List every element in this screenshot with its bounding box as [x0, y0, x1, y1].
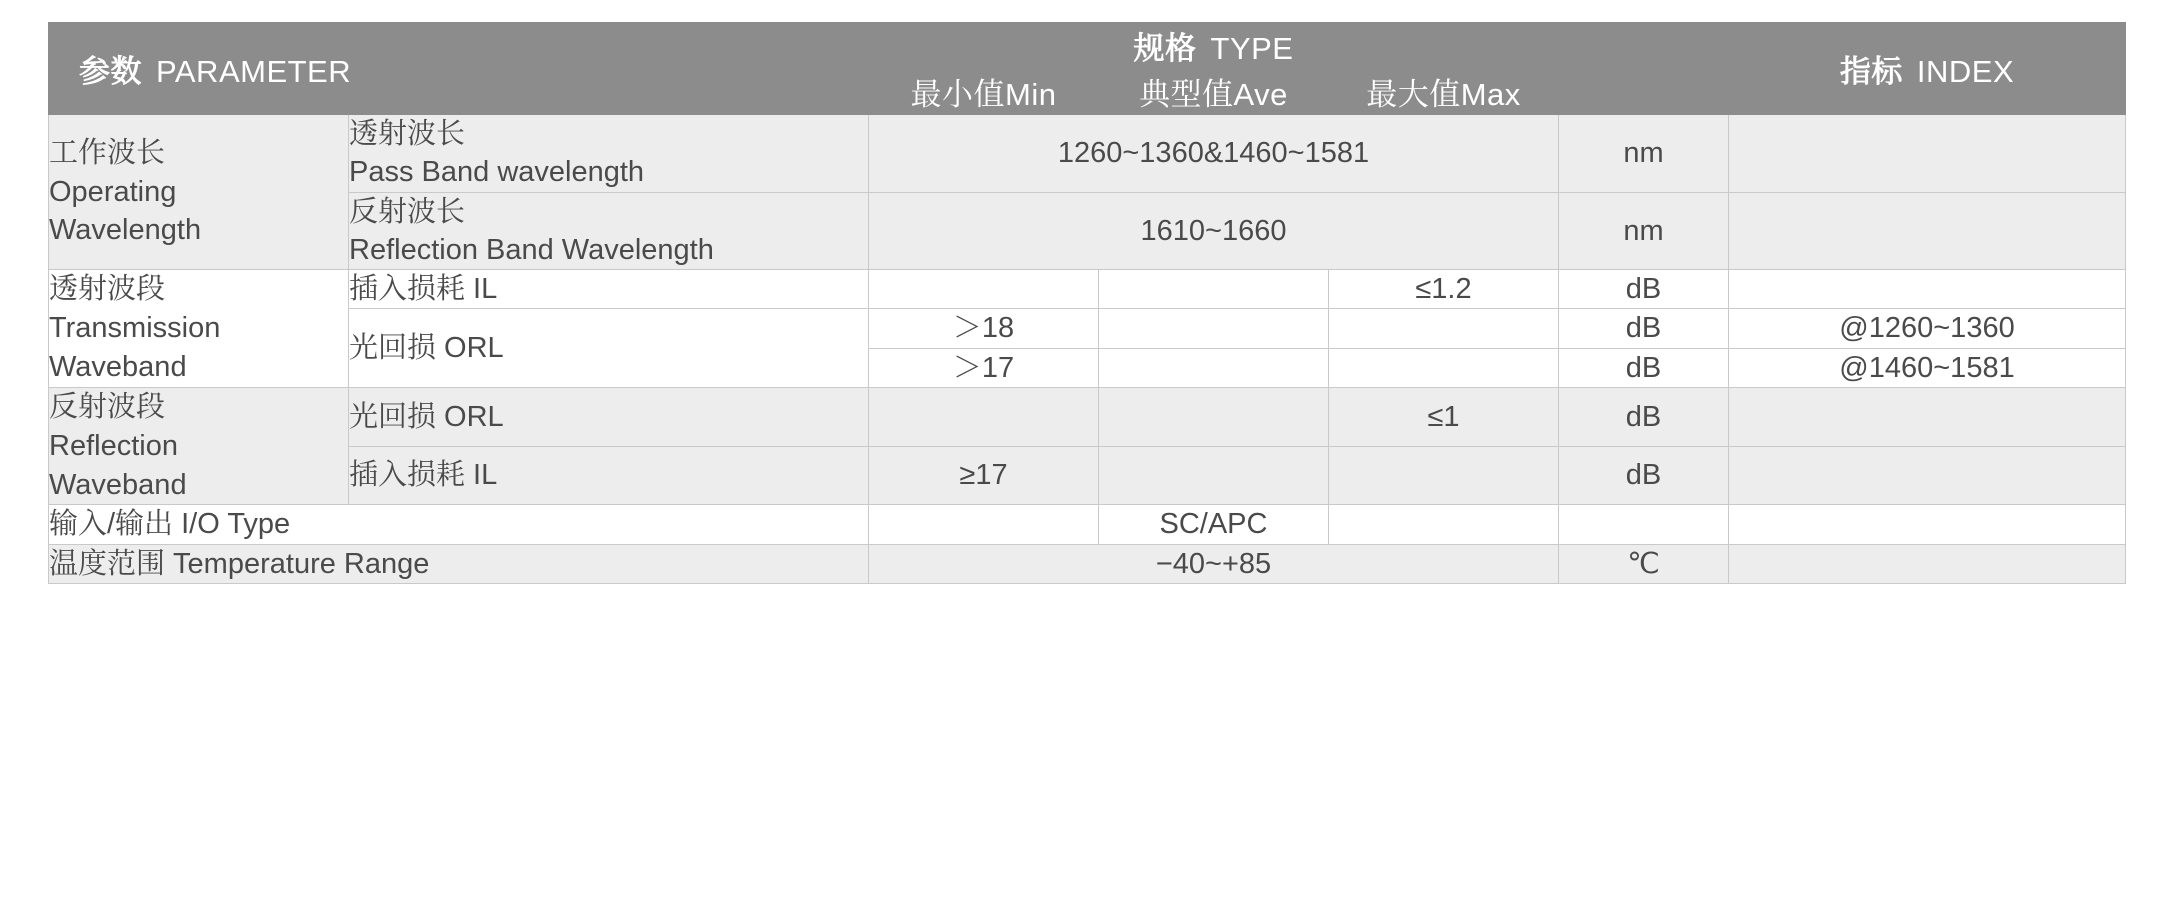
value-ave	[1099, 309, 1329, 348]
value-temperature-range: −40~+85	[869, 544, 1559, 583]
value-max	[1329, 505, 1559, 544]
index	[1729, 505, 2126, 544]
sub-parameter-insertion-loss: 插入损耗 IL	[349, 270, 869, 309]
parameter-io-type: 输入/输出 I/O Type	[49, 505, 869, 544]
group-label-en-1: Reflection	[49, 429, 178, 462]
header-type-en: TYPE	[1210, 31, 1294, 66]
table-row	[49, 115, 2126, 193]
value-max: ≤1.2	[1329, 270, 1559, 309]
header-index-en: INDEX	[1916, 54, 2015, 89]
header-index	[1729, 23, 2126, 115]
value-min: ＞18	[869, 309, 1099, 348]
value-ave: SC/APC	[1099, 505, 1329, 544]
value-ave	[1099, 387, 1329, 446]
unit-pass-band: nm	[1559, 115, 1729, 193]
value-min: ≥17	[869, 446, 1099, 505]
value-pass-band-wavelength: 1260~1360&1460~1581	[869, 115, 1559, 193]
group-label-en-2: Waveband	[49, 350, 187, 383]
sub-parameter-optical-return-loss: 光回损 ORL	[349, 309, 869, 388]
table-row	[49, 309, 2126, 348]
group-label-cn: 工作波长	[49, 136, 166, 169]
sub-parameter-optical-return-loss: 光回损 ORL	[349, 387, 869, 446]
value-max	[1329, 348, 1559, 387]
group-label-transmission-waveband	[49, 270, 349, 388]
group-label-en-2: Wavelength	[49, 214, 202, 247]
value-min	[869, 387, 1099, 446]
table-row	[49, 192, 2126, 270]
specification-table	[48, 22, 2126, 584]
index	[1729, 270, 2126, 309]
group-label-en-1: Operating	[49, 175, 177, 208]
table-row	[49, 505, 2126, 544]
table-row	[49, 387, 2126, 446]
index	[1729, 544, 2126, 583]
sub-parameter-pass-band	[349, 115, 869, 193]
value-min	[869, 505, 1099, 544]
header-parameter-en: PARAMETER	[156, 54, 352, 89]
header-parameter	[49, 23, 869, 115]
header-type	[869, 23, 1559, 69]
sub-parameter-en: Reflection Band Wavelength	[349, 233, 714, 266]
value-max	[1329, 446, 1559, 505]
index: @1260~1360	[1729, 309, 2126, 348]
index-reflection-band	[1729, 192, 2126, 270]
unit: dB	[1559, 270, 1729, 309]
index-pass-band	[1729, 115, 2126, 193]
sub-parameter-en: Pass Band wavelength	[349, 156, 645, 189]
header-min: 最小值Min	[869, 69, 1099, 115]
unit	[1559, 505, 1729, 544]
table-row	[49, 446, 2126, 505]
parameter-temperature-range: 温度范围 Temperature Range	[49, 544, 869, 583]
value-ave	[1099, 446, 1329, 505]
group-label-cn: 透射波段	[49, 273, 166, 306]
table-row	[49, 270, 2126, 309]
index	[1729, 446, 2126, 505]
group-label-en-1: Transmission	[49, 312, 221, 345]
table-row	[49, 544, 2126, 583]
value-ave	[1099, 348, 1329, 387]
value-min: ＞17	[869, 348, 1099, 387]
value-ave	[1099, 270, 1329, 309]
unit: ℃	[1559, 544, 1729, 583]
unit: dB	[1559, 309, 1729, 348]
header-max: 最大值Max	[1329, 69, 1559, 115]
sub-parameter-cn: 透射波长	[349, 118, 466, 150]
index	[1729, 387, 2126, 446]
table-header-row-1	[49, 23, 2126, 69]
index: @1460~1581	[1729, 348, 2126, 387]
header-unit	[1559, 23, 1729, 115]
group-label-cn: 反射波段	[49, 390, 166, 423]
value-min	[869, 270, 1099, 309]
unit: dB	[1559, 387, 1729, 446]
header-type-cn: 规格	[1133, 31, 1197, 66]
sub-parameter-cn: 反射波长	[349, 195, 466, 228]
group-label-reflection-waveband	[49, 387, 349, 505]
unit-reflection-band: nm	[1559, 192, 1729, 270]
unit: dB	[1559, 446, 1729, 505]
header-index-cn: 指标	[1839, 54, 1903, 89]
header-parameter-cn: 参数	[79, 54, 142, 89]
unit: dB	[1559, 348, 1729, 387]
group-label-en-2: Waveband	[49, 468, 187, 501]
sub-parameter-insertion-loss: 插入损耗 IL	[349, 446, 869, 505]
value-max: ≤1	[1329, 387, 1559, 446]
sub-parameter-reflection-band	[349, 192, 869, 270]
value-max	[1329, 309, 1559, 348]
header-ave: 典型值Ave	[1099, 69, 1329, 115]
group-label-operating-wavelength	[49, 115, 349, 270]
value-reflection-band-wavelength: 1610~1660	[869, 192, 1559, 270]
